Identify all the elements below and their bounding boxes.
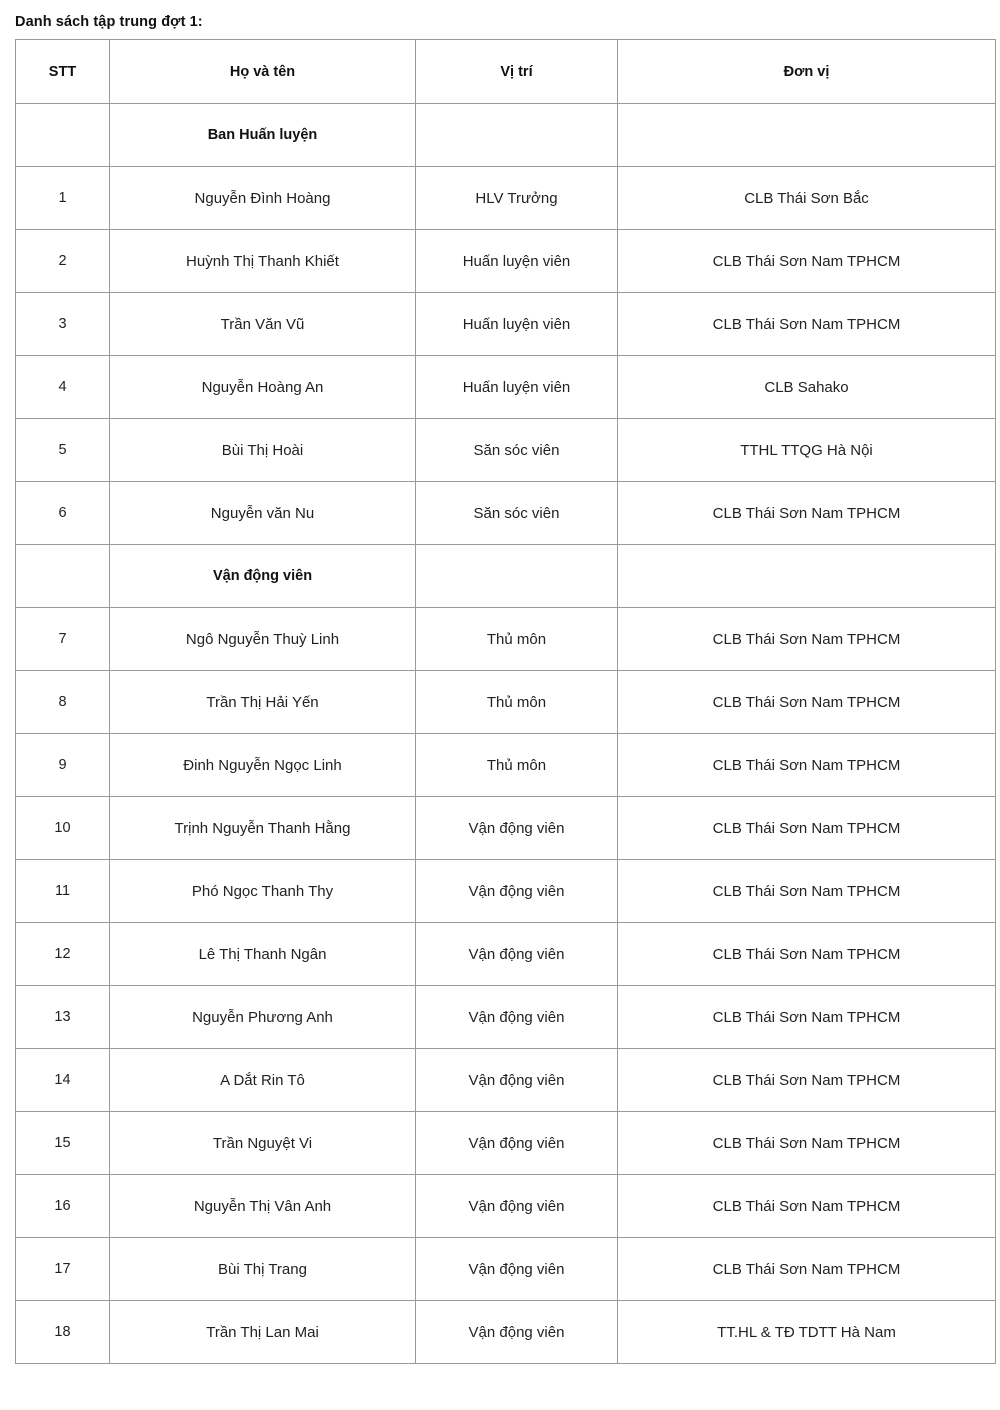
cell-unit: CLB Thái Sơn Nam TPHCM — [618, 230, 996, 293]
cell-section-label: Vận động viên — [110, 545, 416, 608]
cell-unit: CLB Thái Sơn Nam TPHCM — [618, 860, 996, 923]
cell-stt: 7 — [16, 608, 110, 671]
table-header-row — [16, 40, 996, 104]
cell-stt: 14 — [16, 1049, 110, 1112]
cell-name: Nguyễn Thị Vân Anh — [110, 1175, 416, 1238]
table-row — [16, 797, 996, 860]
cell-name: Trịnh Nguyễn Thanh Hằng — [110, 797, 416, 860]
table-row — [16, 482, 996, 545]
cell-stt: 15 — [16, 1112, 110, 1175]
table-row — [16, 1301, 996, 1364]
table-body — [16, 104, 996, 1364]
cell-unit: CLB Thái Sơn Nam TPHCM — [618, 1238, 996, 1301]
cell-position: Vận động viên — [416, 1301, 618, 1364]
cell-unit: CLB Thái Sơn Nam TPHCM — [618, 923, 996, 986]
cell-stt: 18 — [16, 1301, 110, 1364]
cell-unit: CLB Thái Sơn Nam TPHCM — [618, 797, 996, 860]
table-row — [16, 671, 996, 734]
cell-position: Vận động viên — [416, 1238, 618, 1301]
column-header-position: Vị trí — [416, 40, 618, 104]
cell-stt: 3 — [16, 293, 110, 356]
cell-stt: 1 — [16, 167, 110, 230]
cell-unit: CLB Thái Sơn Bắc — [618, 167, 996, 230]
cell-stt: 16 — [16, 1175, 110, 1238]
cell-stt: 6 — [16, 482, 110, 545]
cell-name: Nguyễn Đình Hoàng — [110, 167, 416, 230]
table-row — [16, 734, 996, 797]
cell-position: Vận động viên — [416, 923, 618, 986]
cell-position: Vận động viên — [416, 1112, 618, 1175]
cell-position: Săn sóc viên — [416, 419, 618, 482]
cell-unit: CLB Thái Sơn Nam TPHCM — [618, 1049, 996, 1112]
cell-stt: 4 — [16, 356, 110, 419]
table-row — [16, 923, 996, 986]
cell-position: Săn sóc viên — [416, 482, 618, 545]
table-row — [16, 1049, 996, 1112]
cell-unit: CLB Thái Sơn Nam TPHCM — [618, 482, 996, 545]
cell-name: Bùi Thị Hoài — [110, 419, 416, 482]
cell-stt: 11 — [16, 860, 110, 923]
cell-stt: 17 — [16, 1238, 110, 1301]
cell-name: Nguyễn văn Nu — [110, 482, 416, 545]
cell-position: Vận động viên — [416, 860, 618, 923]
cell-unit: CLB Thái Sơn Nam TPHCM — [618, 986, 996, 1049]
table-row — [16, 1238, 996, 1301]
cell-stt: 2 — [16, 230, 110, 293]
page-title: Danh sách tập trung đợt 1: — [15, 14, 203, 30]
cell-name: Trần Thị Lan Mai — [110, 1301, 416, 1364]
cell-name: Lê Thị Thanh Ngân — [110, 923, 416, 986]
cell-stt: 8 — [16, 671, 110, 734]
cell-position: Huấn luyện viên — [416, 230, 618, 293]
cell-name: Huỳnh Thị Thanh Khiết — [110, 230, 416, 293]
cell-unit: CLB Thái Sơn Nam TPHCM — [618, 608, 996, 671]
cell-position — [416, 545, 618, 608]
cell-unit: CLB Thái Sơn Nam TPHCM — [618, 734, 996, 797]
cell-name: Ngô Nguyễn Thuỳ Linh — [110, 608, 416, 671]
cell-position: Vận động viên — [416, 1175, 618, 1238]
cell-name: Nguyễn Hoàng An — [110, 356, 416, 419]
cell-name: Bùi Thị Trang — [110, 1238, 416, 1301]
cell-unit — [618, 545, 996, 608]
cell-unit: TT.HL & TĐ TDTT Hà Nam — [618, 1301, 996, 1364]
cell-section-label: Ban Huấn luyện — [110, 104, 416, 167]
column-header-name: Họ và tên — [110, 40, 416, 104]
cell-position: HLV Trưởng — [416, 167, 618, 230]
cell-stt: 9 — [16, 734, 110, 797]
cell-unit: TTHL TTQG Hà Nội — [618, 419, 996, 482]
cell-name: A Dắt Rin Tô — [110, 1049, 416, 1112]
cell-position: Huấn luyện viên — [416, 293, 618, 356]
cell-unit: CLB Thái Sơn Nam TPHCM — [618, 671, 996, 734]
cell-position: Huấn luyện viên — [416, 356, 618, 419]
cell-position: Thủ môn — [416, 608, 618, 671]
cell-unit: CLB Thái Sơn Nam TPHCM — [618, 1112, 996, 1175]
table-row — [16, 356, 996, 419]
cell-stt: 12 — [16, 923, 110, 986]
cell-stt — [16, 545, 110, 608]
cell-name: Phó Ngọc Thanh Thy — [110, 860, 416, 923]
table-row — [16, 419, 996, 482]
cell-position: Thủ môn — [416, 671, 618, 734]
column-header-stt: STT — [16, 40, 110, 104]
table-row — [16, 1112, 996, 1175]
table-row — [16, 1175, 996, 1238]
cell-name: Trần Thị Hải Yến — [110, 671, 416, 734]
cell-stt: 5 — [16, 419, 110, 482]
table-row — [16, 230, 996, 293]
cell-position — [416, 104, 618, 167]
cell-position: Vận động viên — [416, 986, 618, 1049]
cell-unit: CLB Thái Sơn Nam TPHCM — [618, 1175, 996, 1238]
cell-position: Vận động viên — [416, 797, 618, 860]
cell-unit — [618, 104, 996, 167]
table-row — [16, 608, 996, 671]
section-row — [16, 545, 996, 608]
table-row — [16, 167, 996, 230]
section-row — [16, 104, 996, 167]
cell-position: Vận động viên — [416, 1049, 618, 1112]
cell-unit: CLB Thái Sơn Nam TPHCM — [618, 293, 996, 356]
table-row — [16, 860, 996, 923]
cell-name: Trần Nguyệt Vi — [110, 1112, 416, 1175]
cell-name: Trần Văn Vũ — [110, 293, 416, 356]
cell-stt — [16, 104, 110, 167]
column-header-unit: Đơn vị — [618, 40, 996, 104]
table-row — [16, 986, 996, 1049]
table-header — [16, 40, 996, 104]
cell-name: Đinh Nguyễn Ngọc Linh — [110, 734, 416, 797]
table-row — [16, 293, 996, 356]
cell-stt: 10 — [16, 797, 110, 860]
cell-stt: 13 — [16, 986, 110, 1049]
cell-position: Thủ môn — [416, 734, 618, 797]
roster-table — [15, 39, 996, 1364]
cell-name: Nguyễn Phương Anh — [110, 986, 416, 1049]
cell-unit: CLB Sahako — [618, 356, 996, 419]
